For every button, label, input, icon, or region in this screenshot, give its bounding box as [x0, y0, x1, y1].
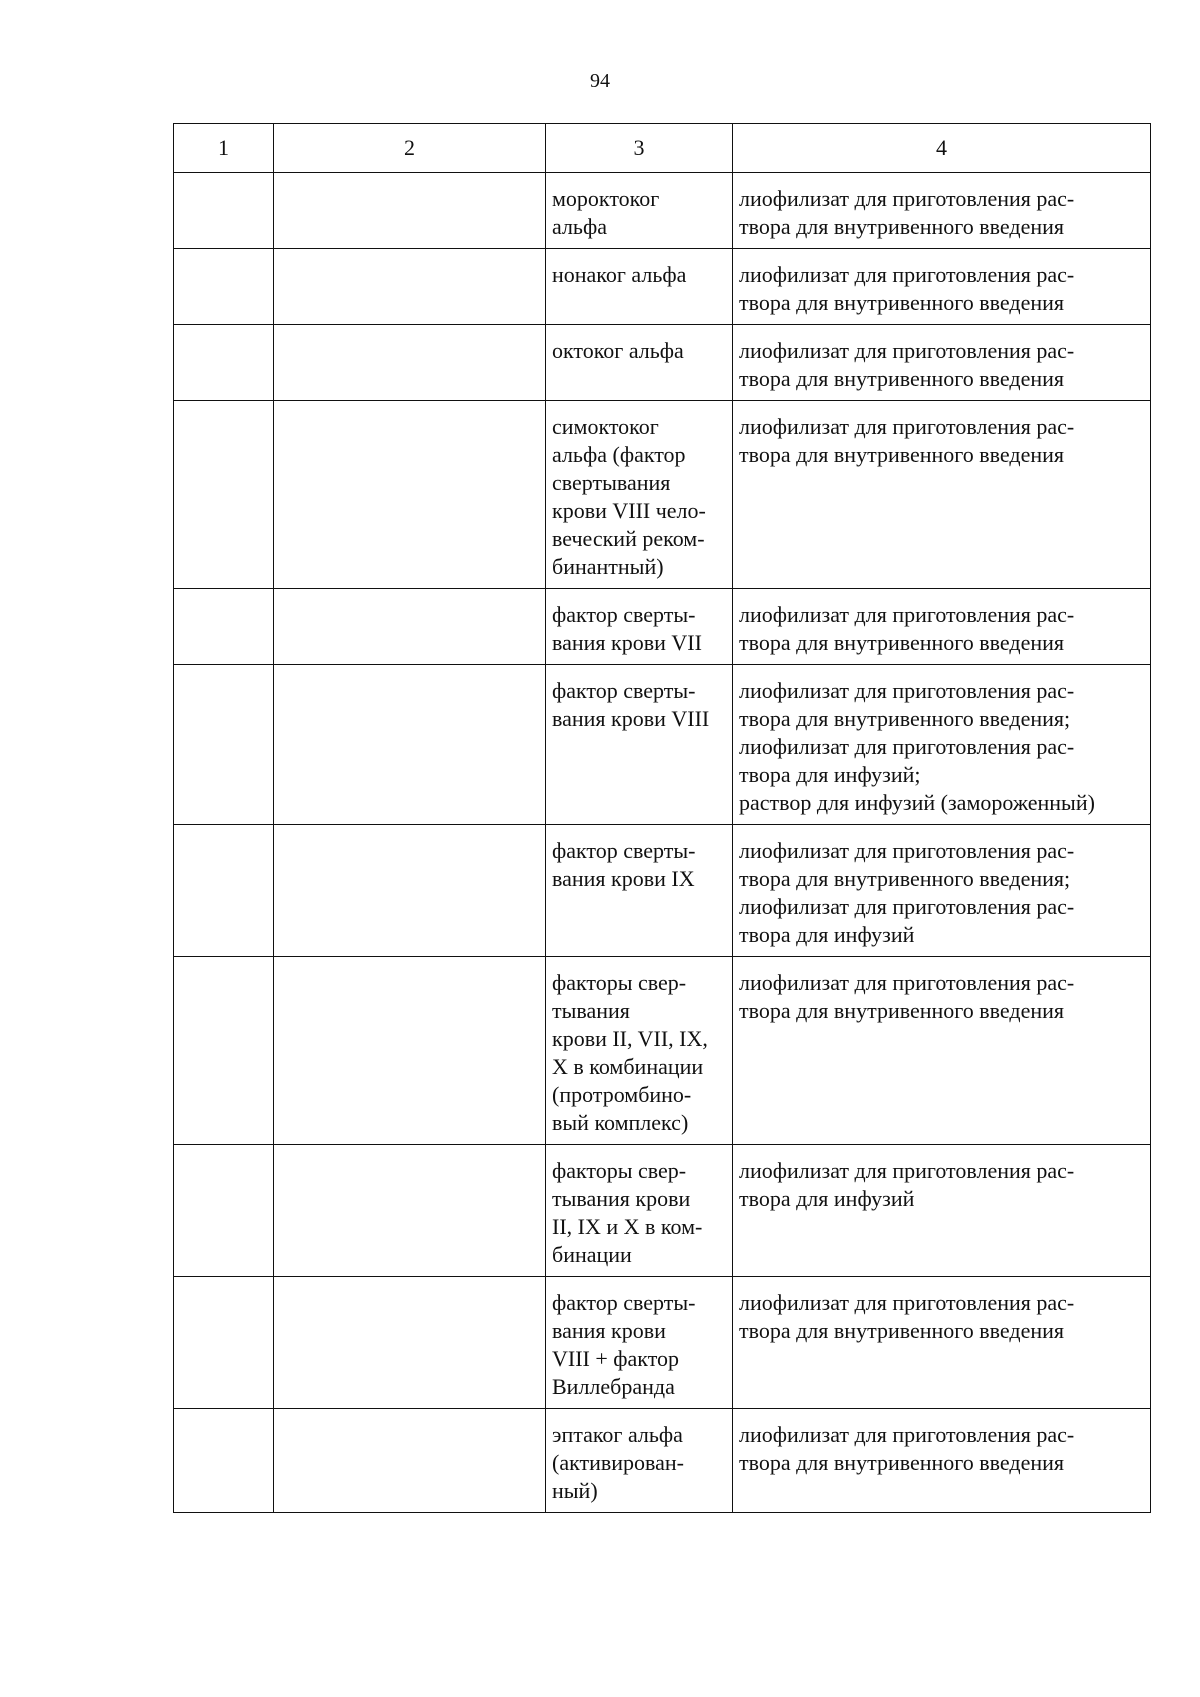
- cell-text-line: октоког альфа: [552, 338, 684, 363]
- table-cell-col2: [274, 957, 546, 1145]
- table-cell-col2: [274, 1145, 546, 1277]
- table-cell-col4: [733, 1277, 1151, 1409]
- cell-text-line: твора для внутривенного введения: [739, 1318, 1065, 1343]
- table-row: [174, 401, 1151, 589]
- cell-text-line: Виллебранда: [552, 1374, 675, 1399]
- cell-text-line: X в комбинации: [552, 1054, 704, 1079]
- table-cell-col4: [733, 401, 1151, 589]
- table-row: [174, 825, 1151, 957]
- table-row: [174, 1277, 1151, 1409]
- cell-text-line: твора для внутривенного введения: [739, 214, 1065, 239]
- table-cell-col4: [733, 825, 1151, 957]
- table-cell-col2: [274, 665, 546, 825]
- cell-text-line: фактор сверты-: [552, 1290, 696, 1315]
- cell-text-line: твора для внутривенного введения: [739, 442, 1065, 467]
- drug-table: [173, 123, 1151, 1513]
- table-header-cell: 1: [174, 124, 274, 173]
- table-row: [174, 1409, 1151, 1513]
- cell-text-line: симоктоког: [552, 414, 659, 439]
- table-cell-col3: [546, 825, 733, 957]
- cell-text-line: тывания: [552, 998, 630, 1023]
- cell-text-line: твора для внутривенного введения: [739, 998, 1065, 1023]
- table-cell-col4: [733, 1409, 1151, 1513]
- table-row: [174, 589, 1151, 665]
- cell-text-line: вания крови VIII: [552, 706, 710, 731]
- table-cell-col2: [274, 1277, 546, 1409]
- table-row: [174, 1145, 1151, 1277]
- cell-text-line: лиофилизат для приготовления рас-: [739, 970, 1075, 995]
- cell-text-line: факторы свер-: [552, 970, 687, 995]
- table-cell-col4: [733, 589, 1151, 665]
- table-cell-col4: [733, 173, 1151, 249]
- table-body: [174, 173, 1151, 1513]
- cell-text-line: бинантный): [552, 554, 664, 579]
- table-cell-col4: [733, 325, 1151, 401]
- cell-text-line: свертывания: [552, 470, 671, 495]
- cell-text-line: (протромбино-: [552, 1082, 692, 1107]
- cell-text-line: альфа: [552, 214, 607, 239]
- cell-text-line: лиофилизат для приготовления рас-: [739, 1422, 1075, 1447]
- table-row: [174, 249, 1151, 325]
- cell-text-line: тывания крови: [552, 1186, 691, 1211]
- table-cell-col3: [546, 1409, 733, 1513]
- table-cell-col3: [546, 401, 733, 589]
- cell-text-line: (активирован-: [552, 1450, 684, 1475]
- table-cell-col2: [274, 589, 546, 665]
- cell-text-line: лиофилизат для приготовления рас-: [739, 894, 1075, 919]
- table-row: [174, 665, 1151, 825]
- table-cell-col2: [274, 173, 546, 249]
- cell-text-line: VIII + фактор: [552, 1346, 680, 1371]
- cell-text-line: веческий реком-: [552, 526, 705, 551]
- table-header-cell: 3: [546, 124, 733, 173]
- table-cell-col1: [174, 957, 274, 1145]
- cell-text-line: мороктоког: [552, 186, 660, 211]
- cell-text-line: твора для внутривенного введения: [739, 366, 1065, 391]
- table-row: [174, 173, 1151, 249]
- table-cell-col1: [174, 401, 274, 589]
- cell-text-line: эптаког альфа: [552, 1422, 683, 1447]
- table-header-row: [174, 124, 1151, 173]
- table-cell-col3: [546, 1145, 733, 1277]
- cell-text-line: лиофилизат для приготовления рас-: [739, 414, 1075, 439]
- cell-text-line: вания крови IX: [552, 866, 695, 891]
- cell-text-line: твора для внутривенного введения;: [739, 706, 1071, 731]
- cell-text-line: альфа (фактор: [552, 442, 686, 467]
- table-cell-col3: [546, 249, 733, 325]
- cell-text-line: твора для инфузий: [739, 1186, 915, 1211]
- table-cell-col3: [546, 173, 733, 249]
- table-cell-col2: [274, 325, 546, 401]
- cell-text-line: твора для внутривенного введения: [739, 290, 1065, 315]
- cell-text-line: ный): [552, 1478, 598, 1503]
- cell-text-line: лиофилизат для приготовления рас-: [739, 602, 1075, 627]
- table-cell-col3: [546, 1277, 733, 1409]
- table-cell-col1: [174, 1409, 274, 1513]
- table-cell-col1: [174, 665, 274, 825]
- table-header-cell: 2: [274, 124, 546, 173]
- table-cell-col2: [274, 401, 546, 589]
- cell-text-line: вания крови VII: [552, 630, 702, 655]
- table-header-cell: 4: [733, 124, 1151, 173]
- table-cell-col3: [546, 325, 733, 401]
- cell-text-line: лиофилизат для приготовления рас-: [739, 838, 1075, 863]
- table-cell-col2: [274, 1409, 546, 1513]
- cell-text-line: раствор для инфузий (замороженный): [739, 790, 1095, 815]
- cell-text-line: лиофилизат для приготовления рас-: [739, 262, 1075, 287]
- cell-text-line: лиофилизат для приготовления рас-: [739, 1158, 1075, 1183]
- table-cell-col3: [546, 589, 733, 665]
- cell-text-line: бинации: [552, 1242, 632, 1267]
- cell-text-line: твора для инфузий;: [739, 762, 921, 787]
- cell-text-line: крови VIII чело-: [552, 498, 706, 523]
- cell-text-line: вания крови: [552, 1318, 666, 1343]
- table-cell-col1: [174, 173, 274, 249]
- cell-text-line: твора для внутривенного введения: [739, 630, 1065, 655]
- cell-text-line: твора для внутривенного введения: [739, 1450, 1065, 1475]
- cell-text-line: лиофилизат для приготовления рас-: [739, 734, 1075, 759]
- cell-text-line: фактор сверты-: [552, 678, 696, 703]
- table-cell-col2: [274, 825, 546, 957]
- cell-text-line: лиофилизат для приготовления рас-: [739, 186, 1075, 211]
- table-cell-col1: [174, 325, 274, 401]
- table-cell-col4: [733, 957, 1151, 1145]
- table-cell-col1: [174, 1145, 274, 1277]
- table-cell-col1: [174, 1277, 274, 1409]
- cell-text-line: факторы свер-: [552, 1158, 687, 1183]
- cell-text-line: лиофилизат для приготовления рас-: [739, 1290, 1075, 1315]
- table-row: [174, 325, 1151, 401]
- table-cell-col4: [733, 249, 1151, 325]
- table-cell-col4: [733, 1145, 1151, 1277]
- cell-text-line: твора для внутривенного введения;: [739, 866, 1071, 891]
- page-number: 94: [590, 70, 610, 92]
- cell-text-line: твора для инфузий: [739, 922, 915, 947]
- table-cell-col2: [274, 249, 546, 325]
- cell-text-line: крови II, VII, IX,: [552, 1026, 708, 1051]
- table-row: [174, 957, 1151, 1145]
- cell-text-line: лиофилизат для приготовления рас-: [739, 338, 1075, 363]
- table-cell-col3: [546, 957, 733, 1145]
- table-cell-col4: [733, 665, 1151, 825]
- table-cell-col3: [546, 665, 733, 825]
- cell-text-line: фактор сверты-: [552, 602, 696, 627]
- table-cell-col1: [174, 249, 274, 325]
- cell-text-line: лиофилизат для приготовления рас-: [739, 678, 1075, 703]
- cell-text-line: вый комплекс): [552, 1110, 689, 1135]
- cell-text-line: фактор сверты-: [552, 838, 696, 863]
- cell-text-line: II, IX и X в ком-: [552, 1214, 703, 1239]
- table-cell-col1: [174, 589, 274, 665]
- table-cell-col1: [174, 825, 274, 957]
- cell-text-line: нонаког альфа: [552, 262, 687, 287]
